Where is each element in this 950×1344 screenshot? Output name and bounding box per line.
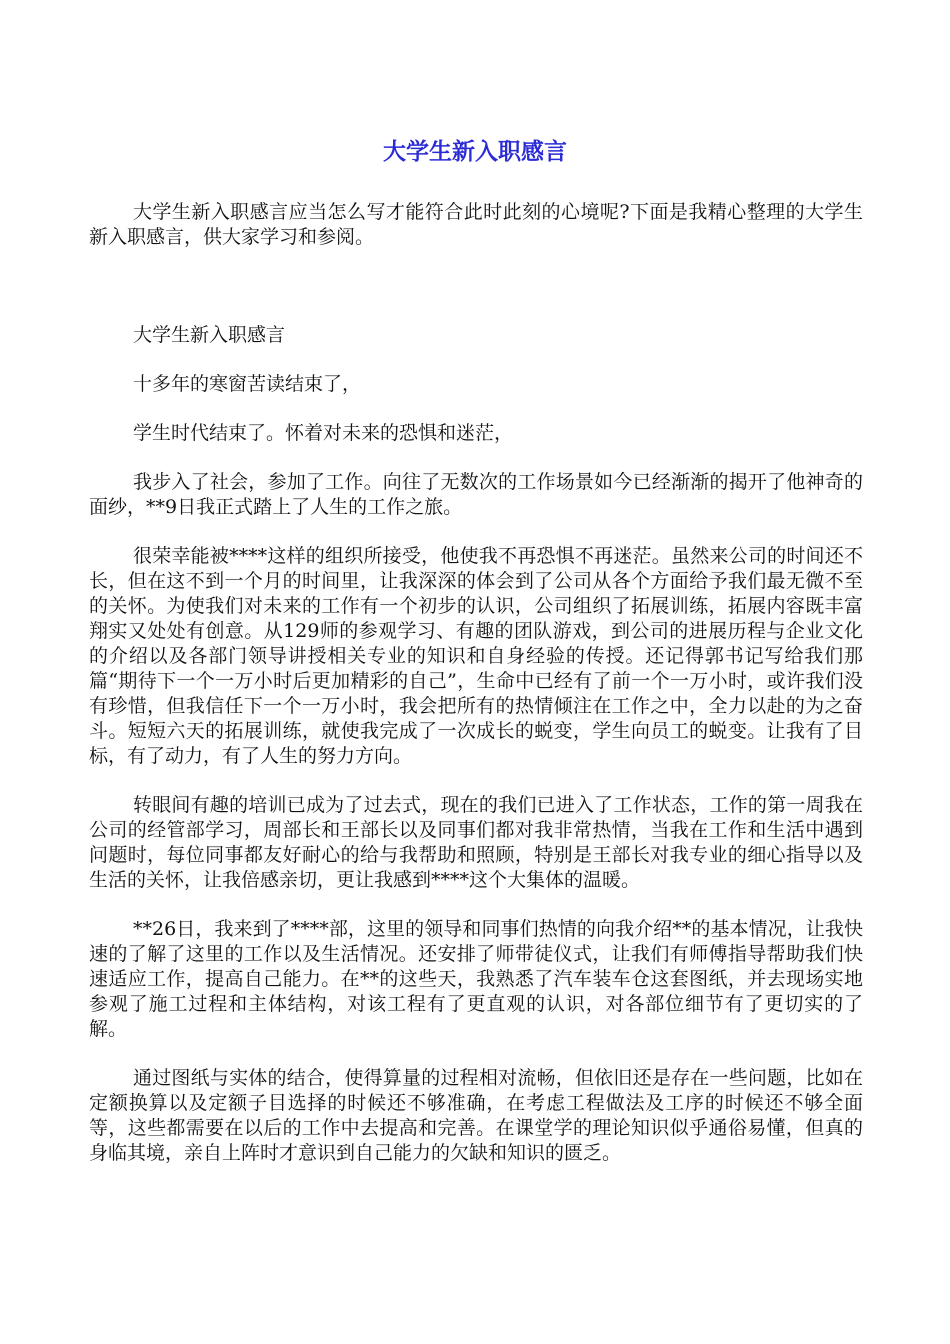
body-paragraph: 我步入了社会，参加了工作。向往了无数次的工作场景如今已经渐渐的揭开了他神奇的面纱，**9日我正式踏上了人生的工作之旅。 [89,471,863,518]
intro-paragraph: 大学生新入职感言应当怎么写才能符合此时此刻的心境呢?下面是我精心整理的大学生新入职感言，供大家学习和参阅。 [89,201,863,248]
body-paragraph: **26日，我来到了****部，这里的领导和同事们热情的向我介绍**的基本情况，让我快速的了解了这里的工作以及生活情况。还安排了师带徒仪式，让我们有师傅指导帮助我们快速适应工作，提高自己能力。在**的这些天，我熟悉了汽车装车仓这套图纸，并去现场实地参观了施工过程和主体结构，对该工程有了更直观的认识，对各部位细节有了更切实的了解。 [89,918,863,1040]
body-paragraph: 十多年的寒窗苦读结束了， [133,373,362,395]
body-paragraph: 很荣幸能被****这样的组织所接受，他使我不再恐惧不再迷茫。虽然来公司的时间还不长，但在这不到一个月的时间里，让我深深的体会到了公司从各个方面给予我们最无微不至的关怀。为使我们对未来的工作有一个初步的认识，公司组织了拓展训练，拓展内容既丰富翔实又处处有创意。从129师的参观学习、有趣的团队游戏，到公司的进展历程与企业文化的介绍以及各部门领导讲授相关专业的知识和自身经验的传授。还记得郭书记写给我们那篇“期待下一个一万小时后更加精彩的自己”，生命中已经有了前一个一万小时，或许我们没有珍惜，但我信任下一个一万小时，我会把所有的热情倾注在工作之中，全力以赴的为之奋斗。短短六天的拓展训练，就使我完成了一次成长的蜕变，学生向员工的蜕变。让我有了目标，有了动力，有了人生的努力方向。 [89,545,863,767]
body-paragraph: 转眼间有趣的培训已成为了过去式，现在的我们已进入了工作状态，工作的第一周我在公司的经管部学习，周部长和王部长以及同事们都对我非常热情，当我在工作和生活中遇到问题时，每位同事都友好耐心的给与我帮助和照顾，特别是王部长对我专业的细心指导以及生活的关怀，让我倍感亲切，更让我感到****这个大集体的温暖。 [89,794,863,891]
section-heading: 大学生新入职感言 [133,324,286,346]
body-paragraph: 通过图纸与实体的结合，使得算量的过程相对流畅，但依旧还是存在一些问题，比如在定额换算以及定额子目选择的时候还不够准确，在考虑工程做法及工序的时候还不够全面等，这些都需要在以后的工作中去提高和完善。在课堂学的理论知识似乎通俗易懂，但真的身临其境，亲自上阵时才意识到自己能力的欠缺和知识的匮乏。 [89,1067,863,1164]
body-paragraph: 学生时代结束了。怀着对未来的恐惧和迷茫， [133,422,514,444]
document-body [89,200,863,1190]
document-title: 大学生新入职感言 [383,139,567,165]
